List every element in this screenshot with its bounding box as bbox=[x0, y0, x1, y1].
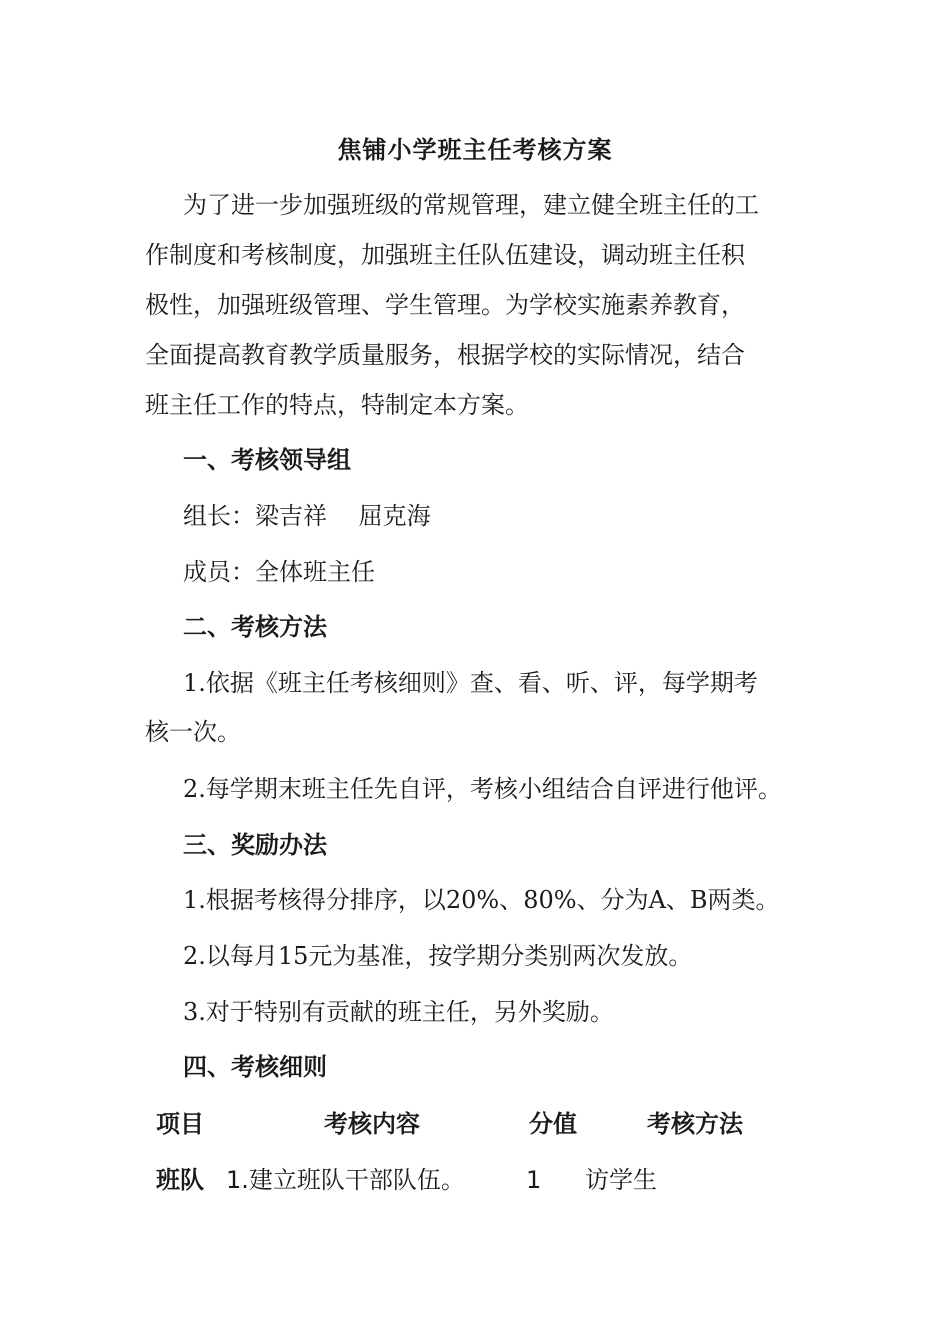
method-item-1: 1.依据《班主任考核细则》查、看、听、评，每学期考 bbox=[183, 669, 758, 697]
table-header-method: 考核方法 bbox=[647, 1110, 743, 1138]
table-cell-score: 1 bbox=[526, 1166, 542, 1194]
section-heading-method: 二、考核方法 bbox=[183, 613, 327, 641]
method-item-2: 2.每学期末班主任先自评，考核小组结合自评进行他评。 bbox=[183, 775, 782, 803]
reward-item-3: 3.对于特别有贡献的班主任，另外奖励。 bbox=[183, 998, 614, 1026]
table-cell-content bbox=[226, 1160, 465, 1200]
reward-item-1: 1.根据考核得分排序，以20%、80%、分为A、B两类。 bbox=[183, 886, 780, 914]
section-heading-leadership: 一、考核领导组 bbox=[183, 446, 351, 474]
leader-line: 组长：梁吉祥 屈克海 bbox=[183, 502, 431, 530]
intro-line: 全面提高教育教学质量服务，根据学校的实际情况，结合 bbox=[145, 341, 745, 369]
table-cell-content-text: 建立班队干部队伍。 bbox=[248, 1166, 465, 1194]
members-line: 成员：全体班主任 bbox=[183, 558, 375, 586]
reward-item-2: 2.以每月15元为基准，按学期分类别两次发放。 bbox=[183, 942, 693, 970]
intro-paragraph bbox=[145, 180, 805, 430]
document-title: 焦铺小学班主任考核方案 bbox=[337, 136, 613, 164]
intro-line: 作制度和考核制度，加强班主任队伍建设，调动班主任积 bbox=[145, 241, 745, 269]
table-cell-number: 1. bbox=[226, 1166, 249, 1194]
table-cell-item: 班队 bbox=[156, 1166, 204, 1194]
method-item-1-cont: 核一次。 bbox=[145, 718, 241, 746]
table-header-content: 考核内容 bbox=[324, 1110, 420, 1138]
intro-line: 班主任工作的特点，特制定本方案。 bbox=[145, 391, 529, 419]
intro-line: 为了进一步加强班级的常规管理，建立健全班主任的工 bbox=[183, 191, 759, 219]
table-cell-method: 访学生 bbox=[585, 1166, 657, 1194]
table-header-item: 项目 bbox=[156, 1110, 204, 1138]
section-heading-reward: 三、奖励办法 bbox=[183, 831, 327, 859]
section-heading-rules: 四、考核细则 bbox=[183, 1053, 327, 1081]
table-header-score: 分值 bbox=[529, 1110, 577, 1138]
intro-line: 极性，加强班级管理、学生管理。为学校实施素养教育， bbox=[145, 291, 745, 319]
